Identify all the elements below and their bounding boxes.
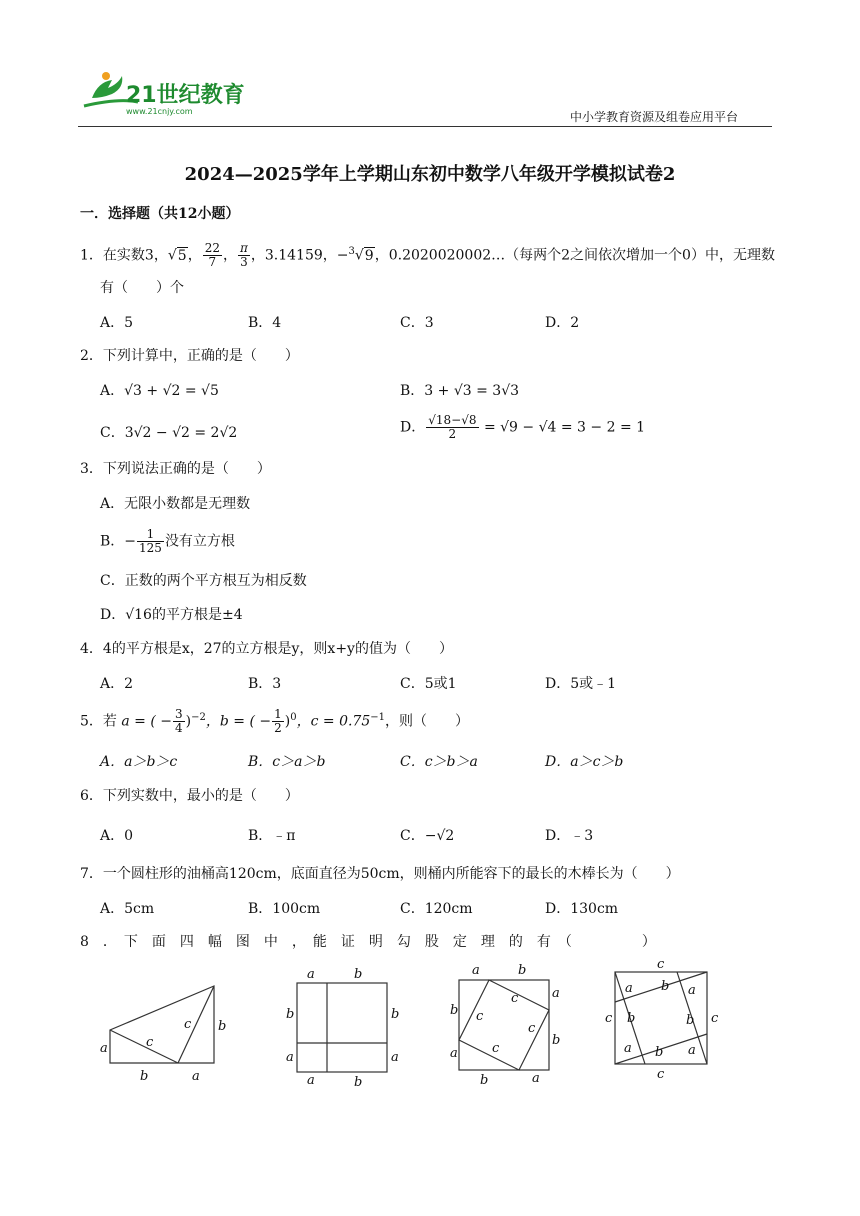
svg-text:a: a xyxy=(100,1041,108,1056)
svg-text:b: b xyxy=(391,1007,400,1022)
svg-text:b: b xyxy=(450,1003,459,1018)
pythagoras-figures xyxy=(100,960,740,1090)
question-4-stem: 4．4的平方根是x，27的立方根是y，则x+y的值为（ ） xyxy=(80,641,453,657)
21cnjy-logo xyxy=(78,68,248,118)
q6-option-a[interactable]: A．0 xyxy=(100,828,134,844)
svg-text:c: c xyxy=(476,1009,484,1024)
svg-text:c: c xyxy=(528,1021,536,1036)
question-1-stem-line2: 有（ ）个 xyxy=(100,280,184,296)
q3-option-c[interactable]: C．正数的两个平方根互为相反数 xyxy=(100,573,307,589)
q5-option-b[interactable]: B．c＞a＞b xyxy=(248,754,326,770)
q4-option-c[interactable]: C．5或1 xyxy=(400,676,457,692)
svg-text:b: b xyxy=(354,967,363,982)
svg-text:a: a xyxy=(307,967,315,982)
q4-option-b[interactable]: B．3 xyxy=(248,676,282,692)
q4-option-a[interactable]: A．2 xyxy=(100,676,134,692)
q7-option-c[interactable]: C．120cm xyxy=(400,901,473,917)
svg-text:c: c xyxy=(511,991,519,1006)
svg-text:a: a xyxy=(624,1041,632,1056)
q2-option-b[interactable]: B．3 + √3 = 3√3 xyxy=(400,383,520,399)
svg-text:b: b xyxy=(286,1007,295,1022)
svg-text:b: b xyxy=(627,1011,636,1026)
svg-text:b: b xyxy=(480,1073,489,1088)
svg-text:c: c xyxy=(657,960,665,972)
question-1-stem: 1．在实数3，√5， $\frac{22}{7}$ ， $\frac{\pi}{3}$ ，3.14159，−$^3$√9，0.2020020002…（每两个2之间依次增加一个0）中，无理数 xyxy=(80,241,775,270)
q2-option-c[interactable]: C．3√2 − √2 = 2√2 xyxy=(100,425,238,441)
svg-text:b: b xyxy=(552,1033,561,1048)
header-rule xyxy=(78,126,772,127)
svg-text:a: a xyxy=(307,1073,315,1088)
question-8-stem: 8 ． 下 面 四 幅 图 中 ， 能 证 明 勾 股 定 理 的 有 （ ） xyxy=(80,934,656,950)
q2-option-d[interactable]: D． $\frac{√18-√8}{2}$ = √9 − √4 = 3 − 2 = 1 xyxy=(400,413,646,441)
svg-text:c: c xyxy=(605,1011,613,1026)
svg-text:b: b xyxy=(655,1045,664,1060)
question-2-stem: 2．下列计算中，正确的是（ ） xyxy=(80,348,299,364)
q1-option-c[interactable]: C．3 xyxy=(400,315,434,331)
svg-text:a: a xyxy=(192,1069,200,1084)
q7-option-b[interactable]: B．100cm xyxy=(248,901,321,917)
q3-option-a[interactable]: A．无限小数都是无理数 xyxy=(100,496,251,512)
svg-text:a: a xyxy=(552,986,560,1001)
platform-name: 中小学教育资源及组卷应用平台 xyxy=(569,110,738,124)
svg-text:a: a xyxy=(625,981,633,996)
svg-text:b: b xyxy=(686,1013,695,1028)
q5-option-c[interactable]: C．c＞b＞a xyxy=(400,754,478,770)
question-5-stem: 5．若 a = ( − $\frac{3}{4}$ )$^{-2}$，b = ( − $\frac{1}{2}$ )$^0$，$c = 0.75^{-1}$，则（ ） xyxy=(80,707,469,736)
svg-text:www.21cnjy.com: www.21cnjy.com xyxy=(126,107,193,116)
q2-option-a[interactable]: A．√3 + √2 = √5 xyxy=(100,383,219,399)
svg-text:21世纪教育: 21世纪教育 xyxy=(126,83,245,108)
svg-text:c: c xyxy=(184,1017,192,1032)
svg-text:c: c xyxy=(711,1011,719,1026)
svg-text:b: b xyxy=(140,1069,149,1084)
figure-split-square xyxy=(286,967,399,1090)
svg-text:c: c xyxy=(657,1067,665,1082)
svg-text:a: a xyxy=(450,1046,458,1061)
svg-text:a: a xyxy=(688,983,696,998)
q1-option-d[interactable]: D．2 xyxy=(545,315,580,331)
exam-title: 2024—2025学年上学期山东初中数学八年级开学模拟试卷2 xyxy=(184,164,676,185)
q6-option-d[interactable]: D．﹣3 xyxy=(545,828,594,844)
question-7-stem: 7．一个圆柱形的油桶高120cm，底面直径为50cm，则桶内所能容下的最长的木棒长为（ ） xyxy=(80,866,680,882)
q3-option-b[interactable]: B．− $\frac{1}{125}$ 没有立方根 xyxy=(100,527,235,555)
q7-option-d[interactable]: D．130cm xyxy=(545,901,619,917)
figure-inner-square xyxy=(605,960,719,1082)
q7-option-a[interactable]: A．5cm xyxy=(100,901,155,917)
question-6-stem: 6．下列实数中，最小的是（ ） xyxy=(80,788,299,804)
svg-text:c: c xyxy=(492,1041,500,1056)
svg-text:b: b xyxy=(218,1019,227,1034)
svg-text:a: a xyxy=(532,1071,540,1086)
q3-option-d[interactable]: D．√16的平方根是±4 xyxy=(100,607,243,623)
section-heading: 一．选择题（共12小题） xyxy=(80,206,240,222)
figure-trapezoid xyxy=(100,986,226,1084)
svg-text:a: a xyxy=(286,1050,294,1065)
q1-option-a[interactable]: A．5 xyxy=(100,315,134,331)
svg-text:a: a xyxy=(688,1043,696,1058)
svg-text:b: b xyxy=(354,1075,363,1090)
svg-text:a: a xyxy=(472,963,480,978)
svg-text:c: c xyxy=(146,1035,154,1050)
q4-option-d[interactable]: D．5或﹣1 xyxy=(545,676,617,692)
q1-option-b[interactable]: B．4 xyxy=(248,315,282,331)
q5-option-a[interactable]: A．a＞b＞c xyxy=(100,754,178,770)
svg-text:b: b xyxy=(661,979,670,994)
figure-tilted-square xyxy=(450,963,560,1088)
q5-option-d[interactable]: D．a＞c＞b xyxy=(545,754,624,770)
q6-option-c[interactable]: C．−√2 xyxy=(400,828,455,844)
svg-text:b: b xyxy=(518,963,527,978)
question-3-stem: 3．下列说法正确的是（ ） xyxy=(80,461,271,477)
svg-text:a: a xyxy=(391,1050,399,1065)
q6-option-b[interactable]: B．﹣π xyxy=(248,828,296,844)
